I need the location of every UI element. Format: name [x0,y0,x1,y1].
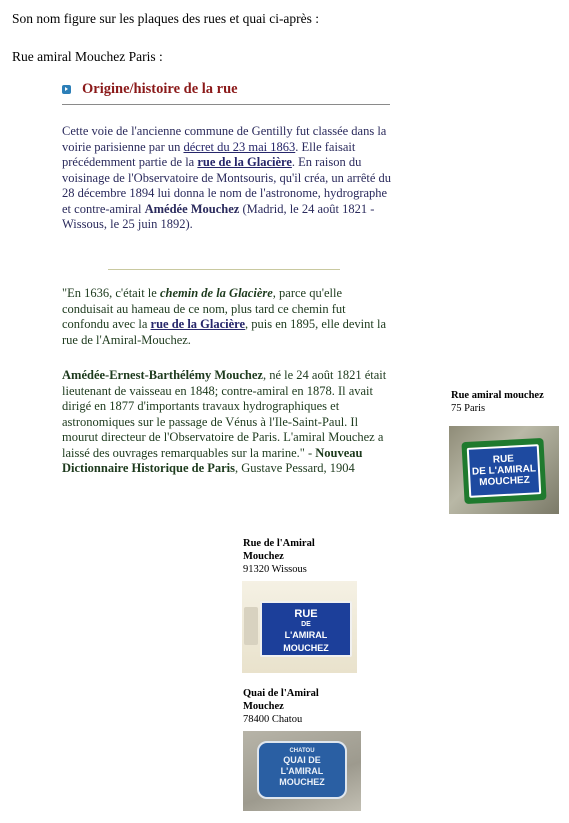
sign-plate [257,741,347,799]
plaque-location: 91320 Wissous [243,564,307,575]
wall-fixture [244,607,258,645]
history-text-4: (Madrid, le 24 août 1821 - Wissous, le 25 juin 1892). [62,201,375,231]
street-heading: Rue amiral Mouchez Paris : [12,49,163,64]
quote-text-1: "En 1636, c'était le [62,286,160,300]
street-sign-photo-chatou[interactable] [243,731,361,811]
history-text-3: . En raison du voisinage de l'Observatoire de Montsouris, qu'il créa, un arrêté du 28 décembre 1894 lui donna le nom de l'astronome, hydrographe et contre-amiral [62,155,392,216]
plaque-caption-chatou [243,687,353,726]
biography-text-1: , né le 24 août 1821 était lieutenant de vaisseau en 1848; contre-amiral en 1878. Il avait dirigé en 1877 d'importants travaux hydrographiques et astronomiques sur le passage de Vénus à l'Ile-Saint-Paul. Il mourut directeur de l'Observatoire de Paris. L'amiral Mouchez a laissé des ouvrages remarquables sur la marine." - [62,368,387,460]
intro-text: Son nom figure sur les plaques des rues et quai ci-après : [12,11,320,26]
history-paragraph [62,124,392,233]
divider [108,269,340,270]
quote-text-2: , parce qu'elle conduisait au hameau de ce nom, plus tard ce chemin fut confondu avec la [62,286,346,331]
full-name: Amédée-Ernest-Barthélémy Mouchez [62,368,263,382]
rue-glaciere-link-2[interactable]: rue de la Glacière [150,317,246,331]
plaque-location: 75 Paris [451,403,486,414]
plaque-caption-paris [451,389,566,415]
source-title: Nouveau Dictionnaire Historique de Paris [62,445,363,475]
rue-glaciere-link[interactable]: rue de la Glacière [197,155,292,169]
plaque-location: 78400 Chatou [243,714,303,725]
sign-line: QUAI DE [283,755,321,765]
sign-line: DE [301,621,311,628]
section-header [62,80,390,105]
street-sign-photo-paris[interactable] [449,426,559,514]
person-name: Amédée Mouchez [144,201,240,216]
sign-line: RUE [492,453,515,466]
sign-line: L'AMIRAL MOUCHEZ [283,630,329,653]
sign-line: DE L'AMIRAL [471,463,537,478]
sign-line: L'AMIRAL MOUCHEZ [279,766,325,787]
sign-line: CHATOU [289,748,315,754]
biography-text-2: , Gustave Pessard, 1904 [235,461,355,475]
quote-text-3: , puis en 1895, elle devint la rue de l'Amiral-Mouchez. [62,317,386,347]
plaque-title: Rue de l'Amiral Mouchez [243,538,315,562]
plaque-caption-wissous [243,537,353,576]
sign-frame [461,438,546,504]
decree-link[interactable]: décret du 23 mai 1863 [183,139,296,154]
bullet-arrow-icon [62,85,71,94]
plaque-title: Rue amiral mouchez [451,390,544,401]
history-text-1: Cette voie de l'ancienne commune de Gentilly fut classée dans la voirie parisienne par un [62,124,387,154]
sign-line: MOUCHEZ [479,474,531,489]
biography-paragraph [62,368,392,477]
quote-emphasis: chemin de la Glacière [159,286,273,300]
quote-paragraph [62,286,392,348]
sign-line: RUE [294,608,318,620]
plaque-title: Quai de l'Amiral Mouchez [243,688,319,712]
sign-plate [467,444,542,498]
section-title: Origine/histoire de la rue [82,81,238,97]
history-text-2: . Elle faisait précédemment partie de la [62,139,356,169]
street-sign-photo-wissous[interactable] [242,581,357,673]
sign-plate [260,601,352,657]
